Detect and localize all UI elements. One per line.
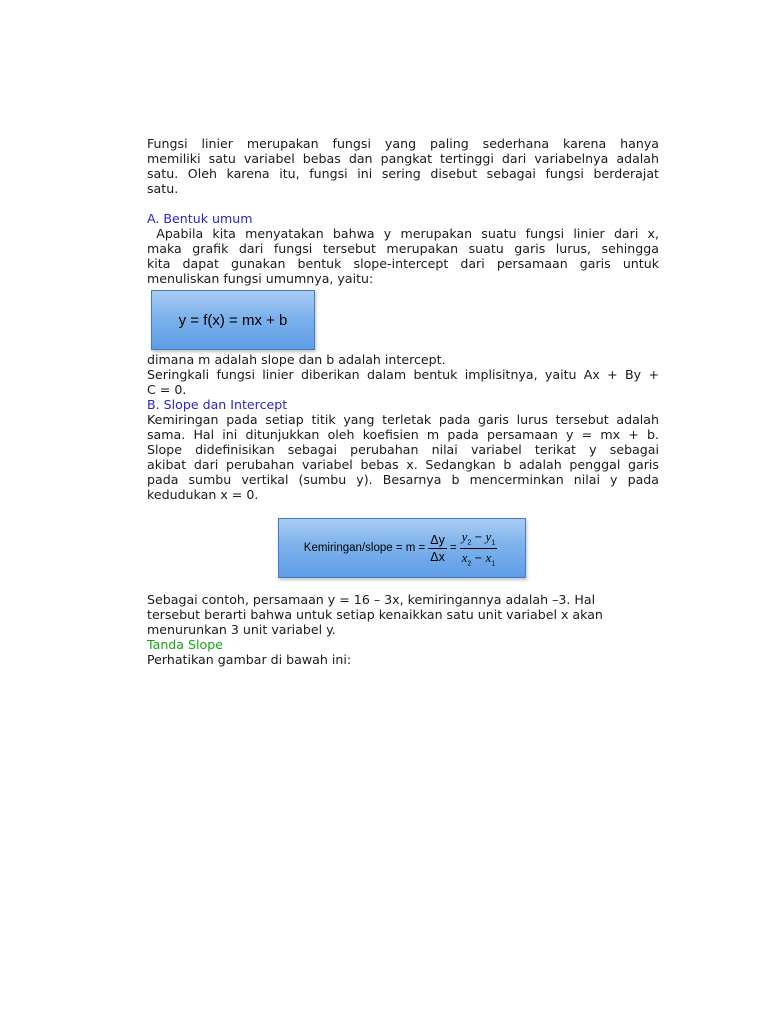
section-a-after-line-2: Seringkali fungsi linier diberikan dalam bentuk implisitnya, yaitu Ax + By + — [147, 367, 659, 382]
delta-y: Δy — [430, 532, 445, 547]
section-a-line-2: maka grafik dari fungsi tersebut merupakan suatu garis lurus, sehingga — [147, 241, 659, 256]
tanda-slope-line: Perhatikan gambar di bawah ini: — [147, 652, 352, 667]
section-a-line-4: menuliskan fungsi umumnya, yaitu: — [147, 271, 374, 286]
section-b-line-4: akibat dari perubahan variabel bebas x. Sedangkan b adalah penggal garis — [147, 457, 659, 472]
section-b-line-6: kedudukan x = 0. — [147, 487, 259, 502]
section-b-line-5: pada sumbu vertikal (sumbu y). Besarnya b mencerminkan nilai y pada — [147, 472, 659, 487]
x-difference: $x_2 - x_1$ — [461, 549, 496, 567]
slope-formula-prefix: Kemiringan/slope = m = — [303, 542, 426, 554]
y-difference: $y_2 - y_1$ — [461, 529, 496, 547]
example-line-3: menurunkan 3 unit variabel y. — [147, 622, 336, 637]
section-a-line-3: kita dapat gunakan bentuk slope-intercept dari persamaan garis untuk — [147, 256, 659, 271]
general-form-formula-text: y = f(x) = mx + b — [178, 311, 288, 329]
intro-line-1: Fungsi linier merupakan fungsi yang paling sederhana karena hanya — [147, 136, 659, 151]
section-b-heading: B. Slope dan Intercept — [147, 397, 288, 412]
tanda-slope-heading: Tanda Slope — [147, 637, 223, 652]
section-a-after-line-3: C = 0. — [147, 382, 187, 397]
general-form-formula — [151, 290, 315, 350]
section-a-line-1: Apabila kita menyatakan bahwa y merupakan suatu fungsi linier dari x, — [147, 226, 659, 241]
slope-formula-equals: = — [449, 542, 457, 554]
intro-line-2: memiliki satu variabel bebas dan pangkat tertinggi dari variabelnya adalah — [147, 151, 659, 166]
section-b-line-2: sama. Hal ini ditunjukkan oleh koefisien m pada persamaan y = mx + b. — [147, 427, 659, 442]
slope-formula — [278, 518, 526, 578]
intro-line-4: satu. — [147, 181, 179, 196]
example-line-1: Sebagai contoh, persamaan y = 16 – 3x, kemiringannya adalah –3. Hal — [147, 592, 596, 607]
delta-fraction — [428, 533, 447, 564]
section-a-heading: A. Bentuk umum — [147, 211, 253, 226]
section-b-line-3: Slope didefinisikan sebagai perubahan nilai variabel terikat y sebagai — [147, 442, 659, 457]
section-b-line-1: Kemiringan pada setiap titik yang terletak pada garis lurus tersebut adalah — [147, 412, 659, 427]
intro-line-3: satu. Oleh karena itu, fungsi ini sering disebut sebagai fungsi berderajat — [147, 166, 659, 181]
difference-fraction — [460, 529, 498, 567]
delta-x: Δx — [430, 549, 445, 564]
example-line-2: tersebut berarti bahwa untuk setiap kenaikkan satu unit variabel x akan — [147, 607, 603, 622]
document-body — [147, 136, 659, 667]
section-a-after-line-1: dimana m adalah slope dan b adalah intercept. — [147, 352, 446, 367]
